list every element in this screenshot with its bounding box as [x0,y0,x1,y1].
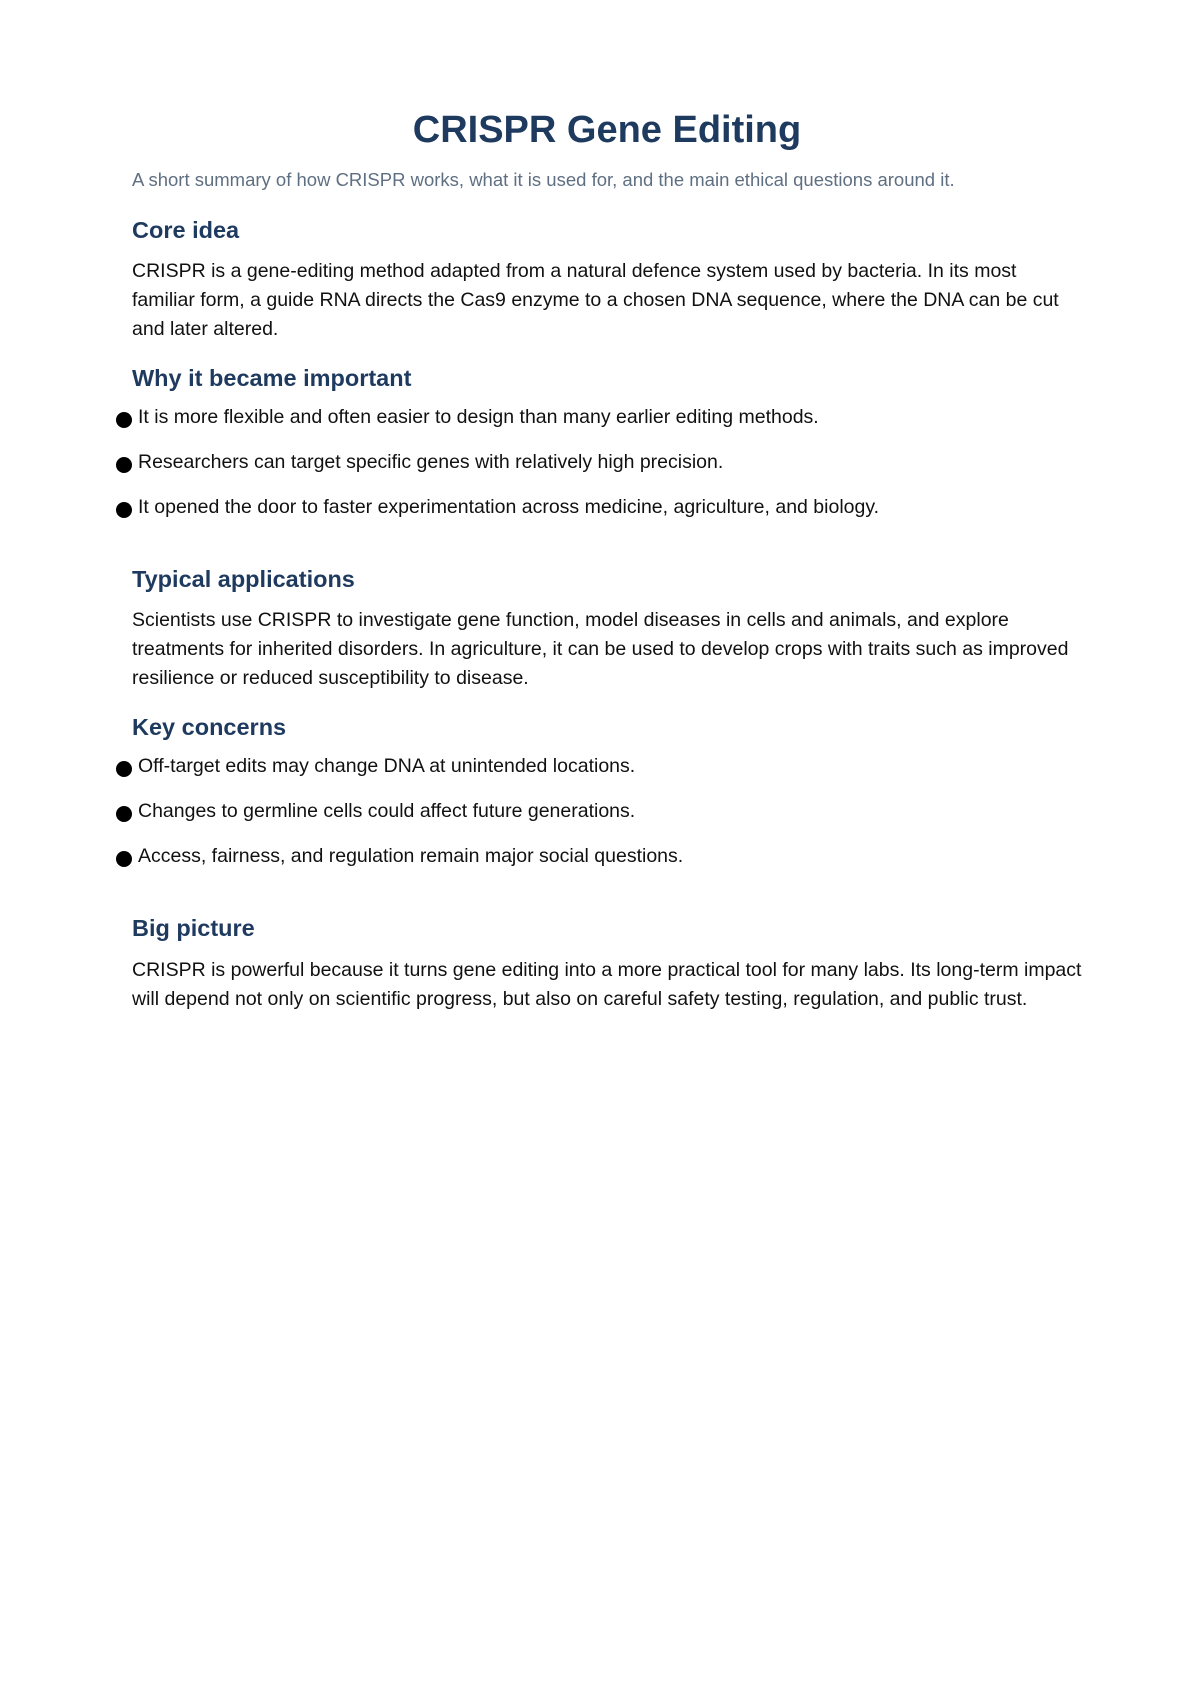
bullet-dot-icon [116,851,132,867]
list-item-text: It is more flexible and often easier to design than many earlier editing methods. [138,406,819,429]
list-item-text: Researchers can target specific genes with relatively high precision. [138,451,724,474]
list-item [116,403,1082,432]
list-item [116,797,1082,826]
section-paragraph-big-picture: CRISPR is powerful because it turns gene editing into a more practical tool for many labs. Its long-term impact will depend not only on scientific progress, but also on careful safety testing, regulation, and public trust. [132,958,1082,1010]
bullet-dot-icon [116,806,132,822]
bullet-dot-icon [116,412,132,428]
document-page [132,108,1082,1014]
section-paragraph-typical-applications: Scientists use CRISPR to investigate gene function, model diseases in cells and animals, and explore treatments for inherited disorders. In agriculture, it can be used to develop crops with traits such as improved resilience or reduced susceptibility to disease. [132,609,1069,690]
section-heading-typical-applications: Typical applications [132,566,355,593]
section-heading-core-idea: Core idea [132,216,240,243]
list-item-text: Off-target edits may change DNA at unintended locations. [138,755,636,778]
bullet-dot-icon [116,502,132,518]
list-item-text: It opened the door to faster experimentation across medicine, agriculture, and biology. [138,496,880,519]
bullet-list-why-important [116,403,1082,522]
section-heading-key-concerns: Key concerns [132,714,287,741]
document-subtitle: A short summary of how CRISPR works, what it is used for, and the main ethical questions around it. [132,168,955,190]
list-item [116,493,1082,522]
section-heading-why-important: Why it became important [132,364,412,391]
section-heading-big-picture: Big picture [132,915,255,942]
bullet-list-key-concerns [116,752,1082,871]
list-item-text: Changes to germline cells could affect future generations. [138,800,636,823]
section-paragraph-core-idea: CRISPR is a gene-editing method adapted from a natural defence system used by bacteria. In its most familiar form, a guide RNA directs the Cas9 enzyme to a chosen DNA sequence, where the DNA can be cut and later altered. [132,259,1059,340]
list-item [116,842,1082,871]
list-item [116,448,1082,477]
list-item-text: Access, fairness, and regulation remain major social questions. [138,845,684,868]
document-title: CRISPR Gene Editing [412,109,802,151]
bullet-dot-icon [116,761,132,777]
list-item [116,752,1082,781]
bullet-dot-icon [116,457,132,473]
